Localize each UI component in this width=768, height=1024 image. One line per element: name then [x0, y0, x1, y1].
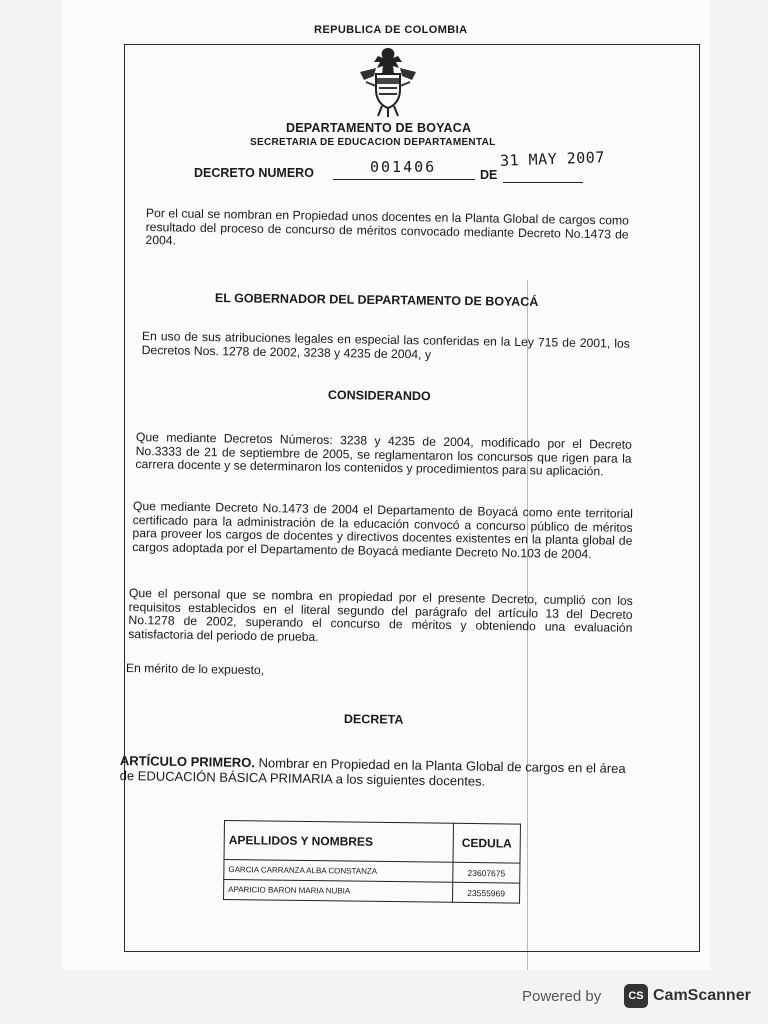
articulo-text: Nombrar en Propiedad en la Planta Global de cargos en el área de EDUCACIÓN BÁSICA PRIMARIA a los siguientes docentes. [119, 755, 626, 789]
column-header-cedula: CEDULA [453, 823, 520, 863]
department-title: DEPARTAMENTO DE BOYACA [286, 121, 472, 135]
decreto-date-line [503, 182, 583, 183]
considerando-paragraph-2: Que mediante Decreto No.1473 de 2004 el Departamento de Boyacá como ente territorial certificado para la administración de la educación convocó a concurso público de méritos para proveer los cargos de docentes y directivos docentes existentes en la planta global de cargos adoptada por el Departamento de Boyacá mediante Decreto No.103 de 2004. [132, 499, 633, 561]
considerando-paragraph-3: Que el personal que se nombra en propiedad por el presente Decreto, cumplió con los requisitos establecidos en el literal segundo del parágrafo del artículo 13 del Decreto No.1278 de 2002, superando el concurso de méritos y obteniendo una evaluación satisfactoria del periodo de prueba. [128, 586, 633, 644]
docente-cedula: 23607675 [453, 862, 520, 883]
decreta-heading: DECRETA [343, 712, 404, 727]
column-header-names: APELLIDOS Y NOMBRES [224, 821, 453, 863]
camscanner-logo-icon: CS [624, 984, 648, 1008]
governor-heading: EL GOBERNADOR DEL DEPARTAMENTO DE BOYACÁ [214, 291, 539, 309]
document-border [124, 44, 700, 952]
powered-by-label: Powered by [522, 988, 602, 1005]
legal-authority-paragraph: En uso de sus atribuciones legales en especial las conferidas en la Ley 715 de 2001, los Decretos Nos. 1278 de 2002, 3238 y 4235 de 2004, y [141, 329, 630, 362]
coat-of-arms-icon [352, 42, 424, 118]
table-row [224, 880, 520, 904]
country-heading: REPUBLICA DE COLOMBIA [314, 24, 468, 36]
decreto-number: 001406 [370, 158, 437, 176]
articulo-label: ARTÍCULO PRIMERO. [119, 753, 256, 771]
table-header-row [224, 821, 520, 864]
decreto-number-line [333, 179, 475, 180]
decree-summary: Por el cual se nombran en Propiedad unos docentes en la Planta Global de cargos como resultado del proceso de concurso de méritos convocado mediante Decreto No.1473 de 2004. [145, 206, 629, 248]
considerando-heading: CONSIDERANDO [327, 388, 431, 404]
docente-name: APARICIO BARON MARIA NUBIA [224, 880, 453, 903]
merito-line: En mérito de lo expuesto, [125, 661, 265, 678]
docente-cedula: 23555969 [453, 882, 520, 903]
secretaria-title: SECRETARIA DE EDUCACION DEPARTAMENTAL [250, 137, 496, 148]
camscanner-brand: CamScanner [653, 987, 751, 1004]
de-label: DE [480, 168, 498, 182]
docente-name: GARCIA CARRANZA ALBA CONSTANZA [224, 860, 453, 883]
decreto-date: 31 MAY 2007 [499, 148, 606, 170]
decreto-label: DECRETO NUMERO [194, 166, 314, 180]
considerando-paragraph-1: Que mediante Decretos Números: 3238 y 4235 de 2004, modificado por el Decreto No.3333 de 21 de septiembre de 2005, se reglamentaron los concursos que rigen para la carrera docente y se determinaron los contenidos y procedimientos para su aplicación. [135, 430, 632, 479]
docentes-table [223, 820, 521, 904]
